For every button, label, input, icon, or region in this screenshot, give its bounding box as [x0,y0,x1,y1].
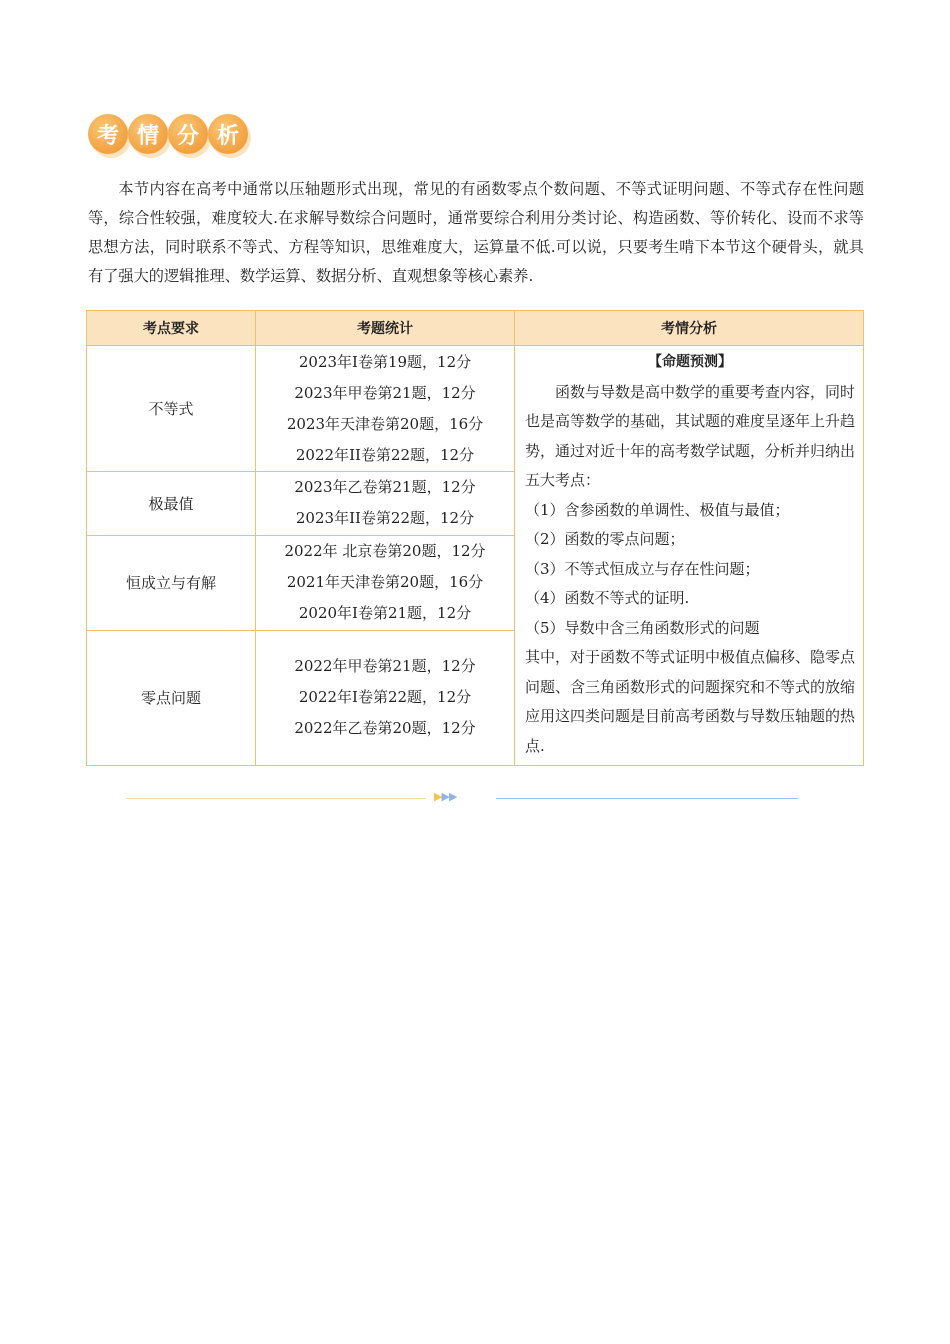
badge-char: 考 [88,114,128,154]
stats-cell [256,472,515,536]
stat-item: 2023年甲卷第21题，12分 [294,383,476,402]
analysis-point: （1）含参函数的单调性、极值与最值； [525,500,790,519]
analysis-point: （5）导数中含三角函数形式的问题 [525,618,760,637]
stat-item: 2023年II卷第22题，12分 [295,509,475,528]
header-stats: 考题统计 [256,311,515,346]
topic-cell: 零点问题 [87,630,256,765]
divider-line-right [496,798,798,799]
stats-cell [256,346,515,472]
header-analysis: 考情分析 [515,311,864,346]
stats-cell [256,535,515,630]
stat-item: 2022年I卷第22题，12分 [298,688,472,707]
intro-paragraph: 本节内容在高考中通常以压轴题形式出现，常见的有函数零点个数问题、不等式证明问题、不等式存在性问题等，综合性较强，难度较大.在求解导数综合问题时，通常要综合利用分类讨论、构造函数、等价转化、设而不求等思想方法，同时联系不等式、方程等知识，思维难度大，运算量不低.可以说，只要考生啃下本节这个硬骨头，就具有了强大的逻辑推理、数学运算、数据分析、直观想象等核心素养. [88,180,864,286]
stat-item: 2022年乙卷第20题，12分 [294,719,476,738]
analysis-point: （3）不等式恒成立与存在性问题； [525,559,760,578]
stat-item: 2021年天津卷第20题，16分 [286,573,484,592]
arrow-icon: ▶▶▶ [434,790,457,803]
stat-item: 2022年 北京卷第20题，12分 [284,542,486,561]
table-header-row [87,311,864,346]
section-divider [126,790,800,806]
badge-char: 析 [208,114,248,154]
stat-item: 2023年乙卷第21题，12分 [294,478,476,497]
topic-cell: 极最值 [87,472,256,536]
analysis-point: （4）函数不等式的证明. [525,589,690,607]
analysis-title: 【命题预测】 [648,354,732,370]
stat-item: 2022年II卷第22题，12分 [295,445,475,464]
stats-cell [256,630,515,765]
analysis-conclusion: 其中，对于函数不等式证明中极值点偏移、隐零点问题、含三角函数形式的问题探究和不等式的放缩应用这四类问题是目前高考函数与导数压轴题的热点. [525,648,856,755]
analysis-paragraph: 函数与导数是高中数学的重要考查内容，同时也是高等数学的基础，其试题的难度呈逐年上升趋势，通过对近十年的高考数学试题，分析并归纳出五大考点： [525,382,856,489]
section-badge [88,114,248,162]
topic-cell: 不等式 [87,346,256,472]
stat-item: 2022年甲卷第21题，12分 [294,657,476,676]
divider-line-left [126,798,426,799]
analysis-cell [515,346,864,766]
header-topic: 考点要求 [87,311,256,346]
stat-item: 2023年I卷第19题，12分 [298,352,472,371]
topic-cell: 恒成立与有解 [87,535,256,630]
analysis-point: （2）函数的零点问题； [525,530,685,548]
badge-char: 分 [168,114,208,154]
stat-item: 2023年天津卷第20题，16分 [286,414,484,433]
exam-analysis-table [86,310,864,766]
table-row [87,346,864,472]
badge-char: 情 [128,114,168,154]
stat-item: 2020年I卷第21题，12分 [298,604,472,623]
